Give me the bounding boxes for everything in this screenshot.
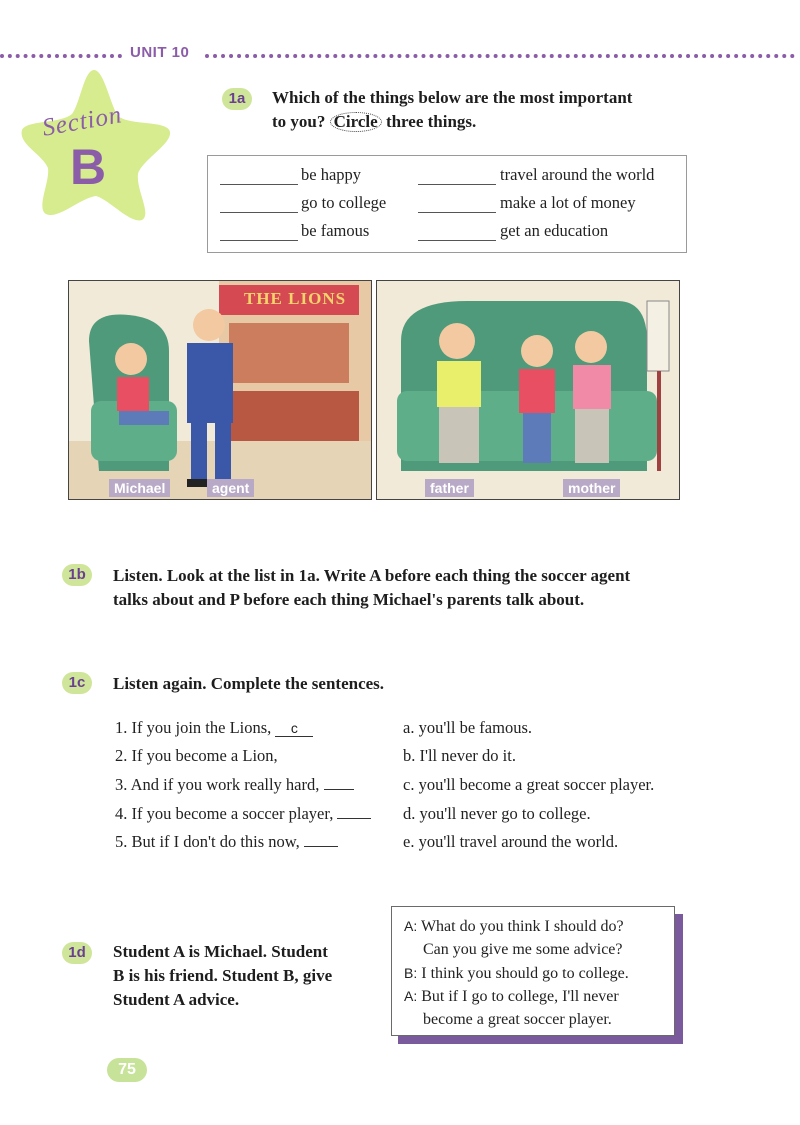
dialogue-line-5: become a great soccer player.: [423, 1011, 612, 1028]
activity-1b-instruction: [113, 564, 773, 612]
option-be-happy: be happy: [301, 165, 362, 184]
sentence-1-answer[interactable]: c: [275, 720, 313, 737]
sentence-4: [115, 804, 371, 824]
sentence-5-text: 5. But if I don't do this now,: [115, 832, 300, 851]
activity-1b-badge: 1b: [62, 564, 92, 586]
question-line-2-start: to you?: [272, 112, 326, 131]
circle-word: Circle: [330, 112, 382, 132]
activity-1a-question: [272, 86, 702, 134]
dialogue-line-1: [404, 915, 624, 938]
sentence-4-text: 4. If you become a soccer player,: [115, 804, 334, 823]
blank-5[interactable]: [418, 198, 496, 213]
activity-1d-line-3: Student A advice.: [113, 990, 240, 1009]
dialogue-text-3: I think you should go to college.: [421, 965, 629, 982]
dialogue-text-1: What do you think I should do?: [420, 918, 624, 935]
ending-a: a. you'll be famous.: [403, 718, 532, 737]
sentence-3-text: 3. And if you work really hard,: [115, 775, 320, 794]
question-line-1: Which of the things below are the most important: [272, 88, 633, 107]
sentence-1-text: 1. If you join the Lions,: [115, 718, 272, 737]
dotted-rule-right: [205, 54, 795, 62]
section-word: Section: [40, 101, 125, 142]
option-money: make a lot of money: [500, 193, 636, 212]
ending-d: d. you'll never go to college.: [403, 804, 591, 823]
dialogue-line-3: [404, 962, 629, 985]
speaker-b: B:: [404, 965, 418, 981]
sentence-2: 2. If you become a Lion,: [115, 746, 278, 765]
activity-1b-line-1: Listen. Look at the list in 1a. Write A before each thing the soccer agent: [113, 566, 631, 585]
question-line-2-end: three things.: [385, 112, 477, 131]
blank-6[interactable]: [418, 226, 496, 241]
speaker-a-2: A:: [404, 988, 418, 1004]
sentence-1: [115, 718, 313, 738]
sentence-5-blank[interactable]: [304, 832, 338, 847]
options-box: [207, 155, 687, 253]
sentence-4-blank[interactable]: [337, 804, 371, 819]
option-travel: travel around the world: [500, 165, 655, 184]
option-be-famous: be famous: [301, 221, 370, 240]
blank-4[interactable]: [418, 170, 496, 185]
sentence-3: [115, 775, 354, 795]
dialogue-box: [391, 906, 675, 1036]
question-line-2: [272, 110, 702, 134]
activity-1c-badge: 1c: [62, 672, 92, 694]
dialogue-line-4: [404, 985, 619, 1008]
page-number: 75: [107, 1058, 147, 1082]
dialogue-line-2: Can you give me some advice?: [423, 941, 623, 958]
section-letter: B: [70, 139, 107, 195]
option-go-to-college: go to college: [301, 193, 387, 212]
activity-1c-instruction: Listen again. Complete the sentences.: [113, 674, 385, 693]
ending-e: e. you'll travel around the world.: [403, 832, 619, 851]
activity-1b-line-2: talks about and P before each thing Michael's parents talk about.: [113, 590, 585, 609]
picture-parents: [376, 280, 680, 500]
activity-1d-line-1: Student A is Michael. Student: [113, 942, 328, 961]
illustration-living-room: [377, 281, 679, 499]
picture-michael-agent: [68, 280, 372, 500]
activity-1d-line-2: B is his friend. Student B, give: [113, 966, 333, 985]
activity-1d-instruction: [113, 940, 383, 1012]
ending-b: b. I'll never do it.: [403, 746, 516, 765]
caption-mother: mother: [563, 479, 620, 497]
unit-label: UNIT 10: [130, 44, 190, 61]
dialogue-text-4: But if I go to college, I'll never: [421, 988, 619, 1005]
lions-sign: THE LIONS: [244, 289, 347, 308]
blank-3[interactable]: [220, 226, 298, 241]
activity-1d-badge: 1d: [62, 942, 92, 964]
ending-c: c. you'll become a great soccer player.: [403, 775, 655, 794]
dotted-rule-left: [0, 54, 122, 62]
caption-michael: Michael: [109, 479, 170, 497]
caption-father: father: [425, 479, 474, 497]
sentence-5: [115, 832, 338, 852]
caption-agent: agent: [207, 479, 254, 497]
sentence-3-blank[interactable]: [324, 775, 354, 790]
blank-2[interactable]: [220, 198, 298, 213]
activity-1a-badge: 1a: [222, 88, 252, 110]
option-education: get an education: [500, 221, 609, 240]
speaker-a-1: A:: [404, 918, 418, 934]
blank-1[interactable]: [220, 170, 298, 185]
illustration-office-scene: [69, 281, 371, 499]
